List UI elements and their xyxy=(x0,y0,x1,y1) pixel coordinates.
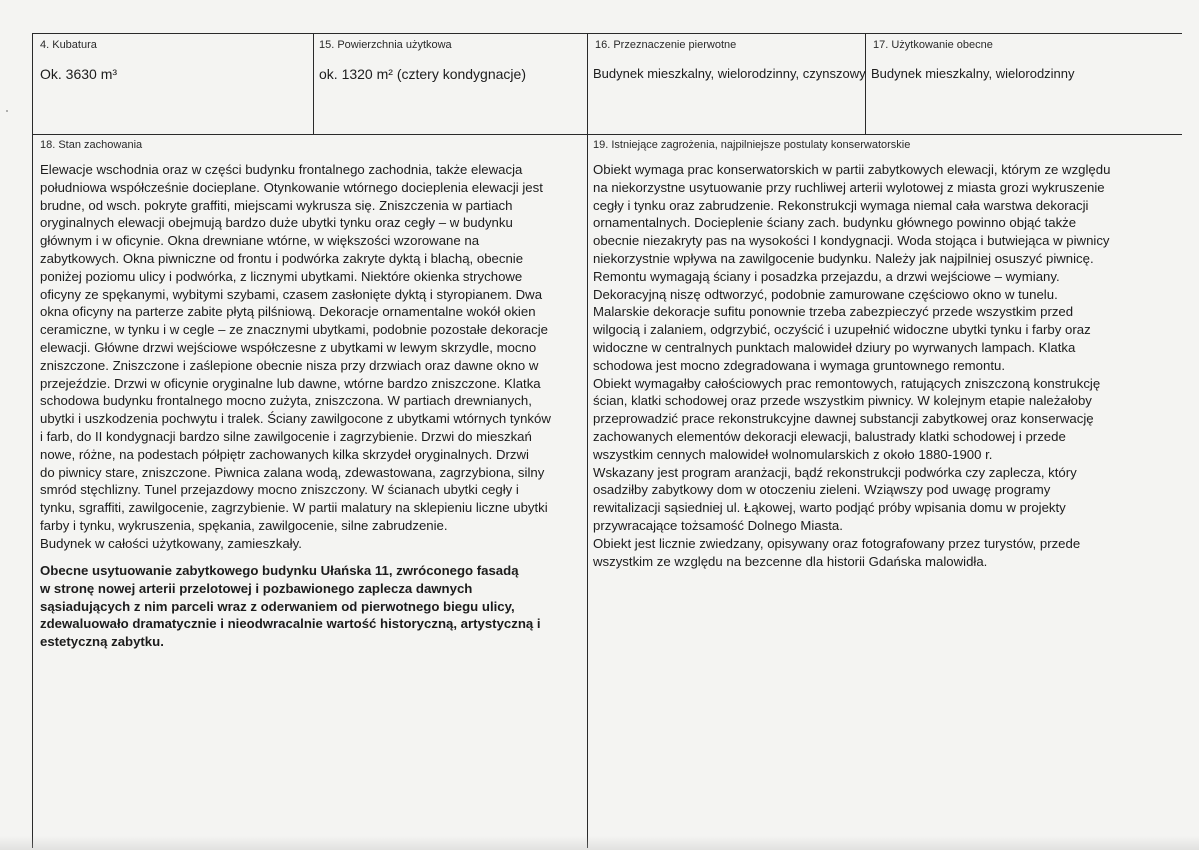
field-przeznaczenie xyxy=(587,33,865,134)
field-value: Ok. 3630 m³ xyxy=(40,66,118,82)
zagrozenia-text: Obiekt wymaga prac konserwatorskich w partii zabytkowych elewacji, którym ze względu na niekorzystne usytuowanie przy ruchliwej arterii wylotowej z miasta grozi wykruszenie cegły i tynku oraz zabrudzenie. Rekonstrukcji wymaga niemal cała warstwa dekoracji ornamentalnych. Docieplenie ściany zach. budynku głównego powinno objąć także obecnie niezakryty pas na wysokości I kondygnacji. Woda stojąca i butwiejąca w piwnicy niekorzystnie wpływa na zawilgocenie budynku. Należy jak najpilniej osuszyć piwnicę. Remontu wymagają ściany i posadzka przejazdu, a drzwi wejściowe – wymiany. Dekoracyjną niszę odtworzyć, podobnie zamurowane częściowo okno w tunelu. Malarskie dekoracje sufitu ponownie trzeba zabezpieczyć przede wszystkim przed wilgocią i zalaniem, odgrzybić, oczyścić i uzupełnić widoczne ubytki tynku i farby oraz widoczne w centralnych punktach malowideł dziury po wyrwanych lampach. Klatka schodowa jest mocno zdegradowana i wymaga gruntownego remontu. Obiekt wymagałby całościowych prac remontowych, ratujących zniszczoną konstrukcję ścian, klatki schodowej oraz przede wszystkim piwnicy. W kolejnym etapie należałoby przeprowadzić prace rekonstrukcyjne dawnej substancji zabytkowej oraz konserwację zachowanych elementów dekoracji elewacji, balustrady klatki schodowej i przede wszystkim cennych malowideł wolnomularskich z około 1880-1900 r. Wskazany jest program aranżacji, bądź rekonstrukcji podwórka czy zaplecza, który osadziłby zabytkowy dom w otoczeniu zieleni. Wziąwszy pod uwagę programy rewitalizacji sąsiedniej ul. Łąkowej, warto podjąć próby wpisania domu w projekty przywracające tożsamość Dolnego Miasta. Obiekt jest licznie zwiedzany, opisywany oraz fotografowany przez turystów, przede wszystkim ze względu na bezcenne dla historii Gdańska malowidła. xyxy=(593,162,1111,569)
stan-bold-text: Obecne usytuowanie zabytkowego budynku Ułańska 11, zwróconego fasadą w stronę nowej arterii przelotowej i pozbawionego zaplecza dawnych sąsiadujących z nim parceli wraz z oderwaniem od pierwotnego biegu ulicy, zdewaluowało dramatycznie i nieodwracalnie wartość historyczną, artystyczną i estetyczną zabytku. xyxy=(40,563,541,650)
form-sheet xyxy=(32,33,1182,848)
field-label: 17. Użytkowanie obecne xyxy=(873,39,993,51)
section-label: 19. Istniejące zagrożenia, najpilniejsze postulaty konserwatorskie xyxy=(593,139,911,151)
section-stan-zachowania xyxy=(32,134,587,848)
field-label: 16. Przeznaczenie pierwotne xyxy=(595,39,737,51)
field-label: 4. Kubatura xyxy=(40,39,97,51)
stan-text: Elewacje wschodnia oraz w części budynku frontalnego zachodnia, także elewacja południowa współcześnie docieplane. Otynkowanie wtórnego docieplenia elewacji jest brudne, od wsch. pokryte graffiti, miejscami wykrusza się. Zniszczenia w partiach oryginalnych elewacji obejmują bardzo duże ubytki tynku oraz cegły – w budynku głównym i w oficynie. Okna drewniane wtórne, w większości wzorowane na zabytkowych. Okna piwniczne od frontu i podwórka zakryte dyktą i blachą, obecnie poniżej poziomu ulicy i podwórka, z licznymi ubytkami. Niektóre okienka strychowe oficyny ze spękanymi, wybitymi szybami, czasem zasłonięte dyktą i styropianem. Dwa okna oficyny na parterze zabite płytą pilśniową. Dekoracje ornamentalne wokół okien ceramiczne, w tynku i w cegle – ze znacznymi ubytkami, podobnie pozostałe dekoracje elewacji. Główne drzwi wejściowe współczesne z ubytkami w lewym skrzydle, mocno zniszczone. Zniszczone i zaślepione obecnie nisza przy drzwiach oraz dawne okno w przejeździe. Drzwi w oficynie oryginalne lub dawne, wtórne bardzo zniszczone. Klatka schodowa budynku frontalnego mocno zużyta, zniszczona. W partiach drewnianych, ubytki i uszkodzenia pochwytu i tralek. Ściany zawilgocone z ubytkami wtórnych tynków i farb, do II kondygnacji bardzo silne zawilgocenie i zagrzybienie. Drzwi do mieszkań nowe, różne, na podestach półpiętr zachowanych kilka skrzydeł oryginalnych. Drzwi do piwnicy stare, zniszczone. Piwnica zalana wodą, zdewastowana, zagrzybiona, silny smród stęchlizny. Tunel przejazdowy mocno zniszczony. W ścianach ubytki cegły i tynku, sgraffiti, zawilgocenie, zagrzybienie. W partii malatury na sklepieniu liczne ubytki farby i tynku, wykruszenia, spękania, zawilgocenie, silne zabrudzenie. Budynek w całości użytkowany, zamieszkały. xyxy=(40,162,551,551)
scan-edge-shadow xyxy=(0,836,1199,850)
field-powierzchnia xyxy=(313,33,587,134)
field-label: 15. Powierzchnia użytkowa xyxy=(319,39,452,51)
field-value: Budynek mieszkalny, wielorodzinny, czynszowy xyxy=(593,66,866,81)
field-kubatura xyxy=(32,33,313,134)
field-value: ok. 1320 m² (cztery kondygnacje) xyxy=(319,66,526,82)
field-value: Budynek mieszkalny, wielorodzinny xyxy=(871,66,1075,81)
field-uzytkowanie xyxy=(865,33,1182,134)
section-zagrozenia xyxy=(587,134,1182,848)
scan-speck xyxy=(6,110,8,112)
section-label: 18. Stan zachowania xyxy=(40,139,143,151)
